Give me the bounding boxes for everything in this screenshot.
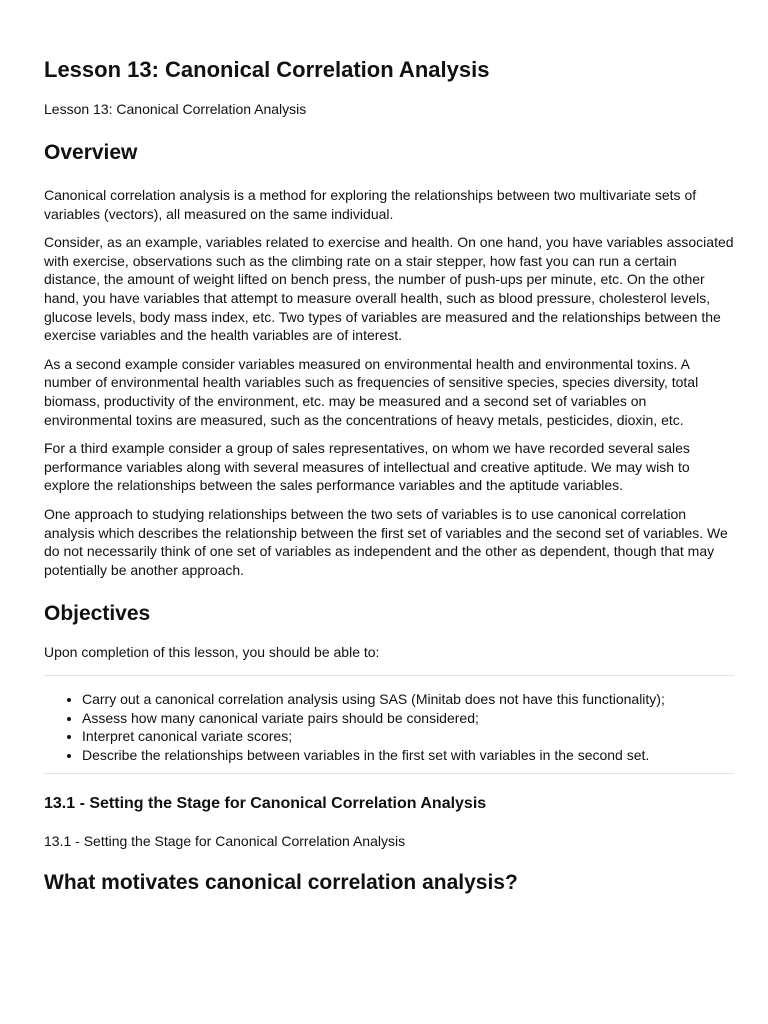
list-item: • Describe the relationships between variables in the first set with variables in the second set. [82,746,734,765]
objectives-intro: Upon completion of this lesson, you should be able to: [44,644,380,661]
lesson-subtitle: Lesson 13: Canonical Correlation Analysis [44,101,307,117]
overview-paragraph-1: Canonical correlation analysis is a method for exploring the relationships between two multivariate sets of variables (vectors), all measured on the same individual. [44,187,697,222]
overview-heading: Overview [44,141,138,164]
motivation-heading: What motivates canonical correlation analysis? [44,870,518,894]
section-13-1-heading: 13.1 - Setting the Stage for Canonical Correlation Analysis [44,794,487,812]
objectives-heading: Objectives [44,602,151,626]
list-item: • Assess how many canonical variate pairs should be considered; [82,709,734,728]
section-13-1-subtitle: 13.1 - Setting the Stage for Canonical Correlation Analysis [44,832,406,849]
divider [44,773,734,774]
overview-paragraph-2: Consider, as an example, variables related to exercise and health. On one hand, you have variables associated with exercise, observations such as the climbing rate on a stair stepper, how fast you can run a certain distance, the amount of weight lifted on bench press, the number of push-ups per minute, etc. On the other hand, you have variables that attempt to measure overall health, such as blood pressure, cholesterol levels, glucose levels, body mass index, etc. Two types of variables are measured and the relationships between the exercise variables and the health variables are of interest. [44,234,734,344]
divider [44,675,734,676]
list-item: • Carry out a canonical correlation analysis using SAS (Minitab does not have this functionality); [82,690,734,709]
objectives-list [44,690,734,764]
overview-paragraph-5: One approach to studying relationships between the two sets of variables is to use canonical correlation analysis which describes the relationship between the first set of variables and the second set of variables. We do not necessarily think of one set of variables as independent and the other as dependent, though that may potentially be another approach. [44,505,728,578]
list-item: • Interpret canonical variate scores; [82,727,734,746]
lesson-title: Lesson 13: Canonical Correlation Analysis [44,57,490,82]
overview-paragraph-3: As a second example consider variables measured on environmental health and environmental toxins. A number of environmental health variables such as frequencies of sensitive species, species diversity, total biomass, productivity of the environment, etc. may be measured and a second set of variables on environmental toxins are measured, such as the concentrations of heavy metals, pesticides, dioxin, etc. [44,355,699,428]
overview-paragraph-4: For a third example consider a group of sales representatives, on whom we have recorded several sales performance variables along with several measures of intellectual and creative aptitude. We may wish to explore the relationships between the sales performance variables and the aptitude variables. [44,440,690,494]
